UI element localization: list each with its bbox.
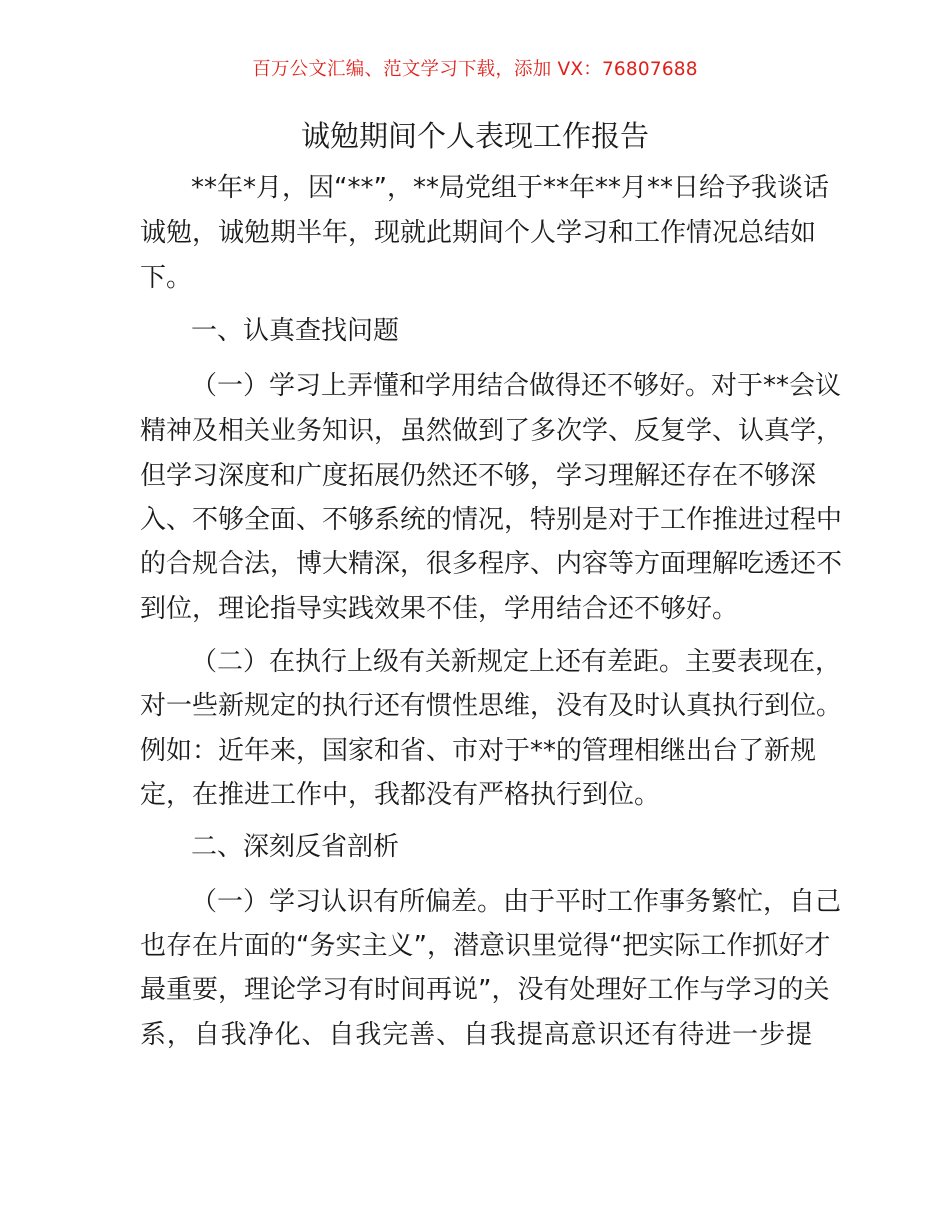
document-title: 诚勉期间个人表现工作报告	[300, 119, 649, 153]
paragraph-1-2-line-1: （二）在执行上级有关新规定上还有差距。主要表现在，	[191, 647, 842, 677]
paragraph-2-1-line-3: 最重要，理论学习有时间再说”，没有处理好工作与学习的关	[140, 975, 830, 1005]
watermark-header: 百万公文汇编、范文学习下载，添加 VX：76807688	[252, 59, 698, 80]
paragraph-intro-line-2: 诚勉，诚勉期半年，现就此期间个人学习和工作情况总结如	[140, 218, 817, 248]
paragraph-1-2-line-2: 对一些新规定的执行还有惯性思维，没有及时认真执行到位。	[140, 691, 843, 721]
paragraph-2-1-line-1: （一）学习认识有所偏差。由于平时工作事务繁忙，自己	[191, 887, 842, 917]
paragraph-2-1-line-2: 也存在片面的“务实主义”，潜意识里觉得“把实际工作抓好才	[140, 931, 831, 961]
paragraph-1-1-line-1: （一）学习上弄懂和学用结合做得还不够好。对于**会议	[191, 371, 842, 401]
paragraph-1-1-line-4: 入、不够全面、不够系统的情况，特别是对于工作推进过程中	[140, 505, 843, 535]
paragraph-1-1-line-6: 到位，理论指导实践效果不佳，学用结合还不够好。	[140, 594, 739, 624]
paragraph-1-2-line-3: 例如：近年来，国家和省、市对于**的管理相继出台了新规	[140, 736, 817, 766]
paragraph-intro-line-3: 下。	[140, 263, 193, 293]
paragraph-1-2-line-4: 定，在推进工作中，我都没有严格执行到位。	[140, 780, 661, 810]
section-heading-1: 一、认真查找问题	[191, 316, 400, 346]
section-heading-2: 二、深刻反省剖析	[191, 832, 400, 862]
paragraph-1-1-line-3: 但学习深度和广度拓展仍然还不够，学习理解还存在不够深	[140, 461, 817, 491]
paragraph-1-1-line-2: 精神及相关业务知识，虽然做到了多次学、反复学、认真学，	[140, 416, 843, 446]
paragraph-1-1-line-5: 的合规合法，博大精深，很多程序、内容等方面理解吃透还不	[140, 549, 843, 579]
paragraph-2-1-line-4: 系，自我净化、自我完善、自我提高意识还有待进一步提	[140, 1020, 812, 1050]
paragraph-intro-line-1: **年*月，因“**”，**局党组于**年**月**日给予我谈话	[191, 173, 829, 203]
